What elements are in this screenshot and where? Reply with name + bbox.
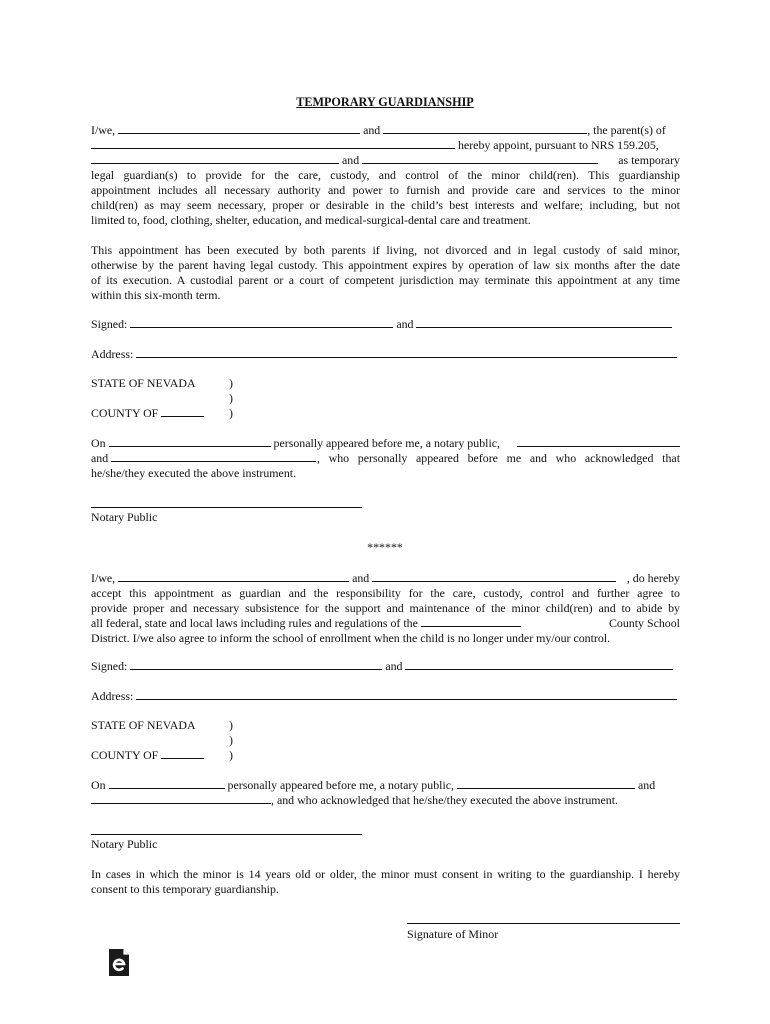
p2-line: of its execution. A custodial parent or a court of competent jurisdiction may terminate this appointment at any time — [91, 273, 680, 287]
child-line — [91, 138, 680, 153]
and-label: and — [385, 659, 403, 673]
notary-text: , and who acknowledged that he/she/they executed the above instrument. — [271, 793, 619, 807]
guardian-1-field[interactable] — [118, 571, 349, 582]
guardian-1-field[interactable] — [91, 153, 339, 164]
p1-line: appointment includes all necessary authority and power to furnish and provide care and services to the minor — [91, 183, 680, 197]
state-label: STATE OF NEVADA — [91, 376, 196, 390]
do-hereby-label: , do hereby — [626, 571, 680, 585]
signed-line — [91, 317, 680, 332]
signed-label: Signed: — [91, 317, 128, 331]
notary-on-line — [91, 436, 680, 451]
notary-text: personally appeared before me, a notary public, — [273, 436, 501, 450]
p3-text: all federal, state and local laws including rules and regulations of the — [91, 616, 418, 630]
county-line — [91, 748, 204, 763]
child-name-field[interactable] — [91, 138, 455, 149]
person-field[interactable] — [111, 451, 316, 462]
notary-text: he/she/they executed the above instrument. — [91, 466, 297, 480]
guardians-line — [91, 153, 680, 168]
p1-line: child(ren) as may seem necessary, proper or desirable in the child’s best interests and welfare; including, but not — [91, 198, 680, 212]
appoint-text: hereby appoint, pursuant to NRS 159.205, — [457, 138, 659, 152]
signature-1-field[interactable] — [130, 317, 393, 328]
and-label: and — [341, 153, 360, 167]
address-line — [91, 347, 680, 362]
p2-line: within this six-month term. — [91, 288, 221, 302]
date-field[interactable] — [109, 436, 271, 447]
as-temporary-label: as temporary — [618, 153, 680, 167]
guardians-accept-line — [91, 571, 680, 586]
on-label: On — [91, 778, 106, 792]
state-label: STATE OF NEVADA — [91, 718, 196, 732]
paren: ) — [229, 406, 233, 420]
and-label: and — [352, 571, 370, 585]
parent-1-field[interactable] — [118, 123, 360, 134]
iwe-label: I/we, — [91, 571, 116, 585]
p1-line: legal guardian(s) to provide for the care, custody, and control of the minor child(ren). This guardianship — [91, 168, 680, 182]
p3-line: provide proper and necessary subsistence for the support and maintenance of the minor child(ren) and to abide by — [91, 601, 680, 615]
paren: ) — [229, 733, 233, 747]
notary-signature-line[interactable] — [91, 507, 362, 508]
notary-signature-line[interactable] — [91, 834, 362, 835]
p3-line: District. I/we also agree to inform the school of enrollment when the child is no longer under my/our control. — [91, 631, 611, 645]
notary-text: personally appeared before me, a notary public, — [227, 778, 455, 792]
notary-on-line — [91, 778, 680, 793]
date-field[interactable] — [109, 778, 225, 789]
p2-line: otherwise by the parent having legal custody. This appointment expires by operation of law six months after the date — [91, 258, 680, 272]
paren: ) — [229, 391, 233, 405]
signed-label: Signed: — [91, 659, 128, 673]
document-title: TEMPORARY GUARDIANSHIP — [296, 95, 474, 109]
p3-line — [91, 616, 680, 631]
paren: ) — [229, 718, 233, 732]
signature-2-field[interactable] — [416, 317, 672, 328]
county-field[interactable] — [161, 406, 204, 417]
p4-line: In cases in which the minor is 14 years old or older, the minor must consent in writing to the guardianship. I hereby — [91, 867, 680, 881]
and-label: and — [363, 123, 381, 137]
paren: ) — [229, 748, 233, 762]
p4-line: consent to this temporary guardianship. — [91, 882, 279, 896]
person-field[interactable] — [91, 793, 271, 804]
guardian-2-field[interactable] — [362, 153, 598, 164]
notary-name-field[interactable] — [517, 436, 680, 447]
address-line — [91, 689, 680, 704]
parents-of-label: , the parent(s) of — [587, 123, 666, 137]
county-line — [91, 406, 204, 421]
signature-2-field[interactable] — [405, 659, 673, 670]
guardian-2-field[interactable] — [372, 571, 616, 582]
signature-minor-label: Signature of Minor — [407, 927, 499, 941]
parent-2-field[interactable] — [383, 123, 587, 134]
notary-person-line — [91, 793, 680, 808]
separator-stars: ****** — [367, 540, 403, 554]
iwe-label: I/we, — [91, 123, 116, 137]
notary-and-line — [91, 451, 680, 466]
notary-name-field[interactable] — [457, 778, 635, 789]
and-label: and — [637, 778, 656, 792]
county-label: COUNTY OF — [91, 406, 159, 420]
parents-line — [91, 123, 680, 138]
signature-1-field[interactable] — [130, 659, 382, 670]
on-label: On — [91, 436, 106, 450]
county-label: COUNTY OF — [91, 748, 159, 762]
p3-line: accept this appointment as guardian and the responsibility for the care, custody, control and further agree to — [91, 586, 680, 600]
address-label: Address: — [91, 347, 134, 361]
and-label: and — [91, 451, 109, 465]
notary-text: , who personally appeared before me and who acknowledged that — [317, 451, 680, 465]
and-label: and — [396, 317, 414, 331]
minor-signature-line[interactable] — [407, 923, 680, 924]
notary-public-label: Notary Public — [91, 510, 158, 524]
eforms-e-icon — [108, 949, 130, 977]
paren: ) — [229, 376, 233, 390]
address-field[interactable] — [136, 347, 677, 358]
notary-public-label: Notary Public — [91, 837, 158, 851]
signed-line — [91, 659, 680, 674]
county-field[interactable] — [161, 748, 204, 759]
address-field[interactable] — [136, 689, 677, 700]
address-label: Address: — [91, 689, 134, 703]
county-school-label: County School — [608, 616, 680, 630]
p2-line: This appointment has been executed by both parents if living, not divorced and in legal custody of said minor, — [91, 243, 680, 257]
p1-line: limited to, food, clothing, shelter, education, and medical-surgical-dental care and treatment. — [91, 213, 531, 227]
county-school-field[interactable] — [421, 616, 521, 627]
